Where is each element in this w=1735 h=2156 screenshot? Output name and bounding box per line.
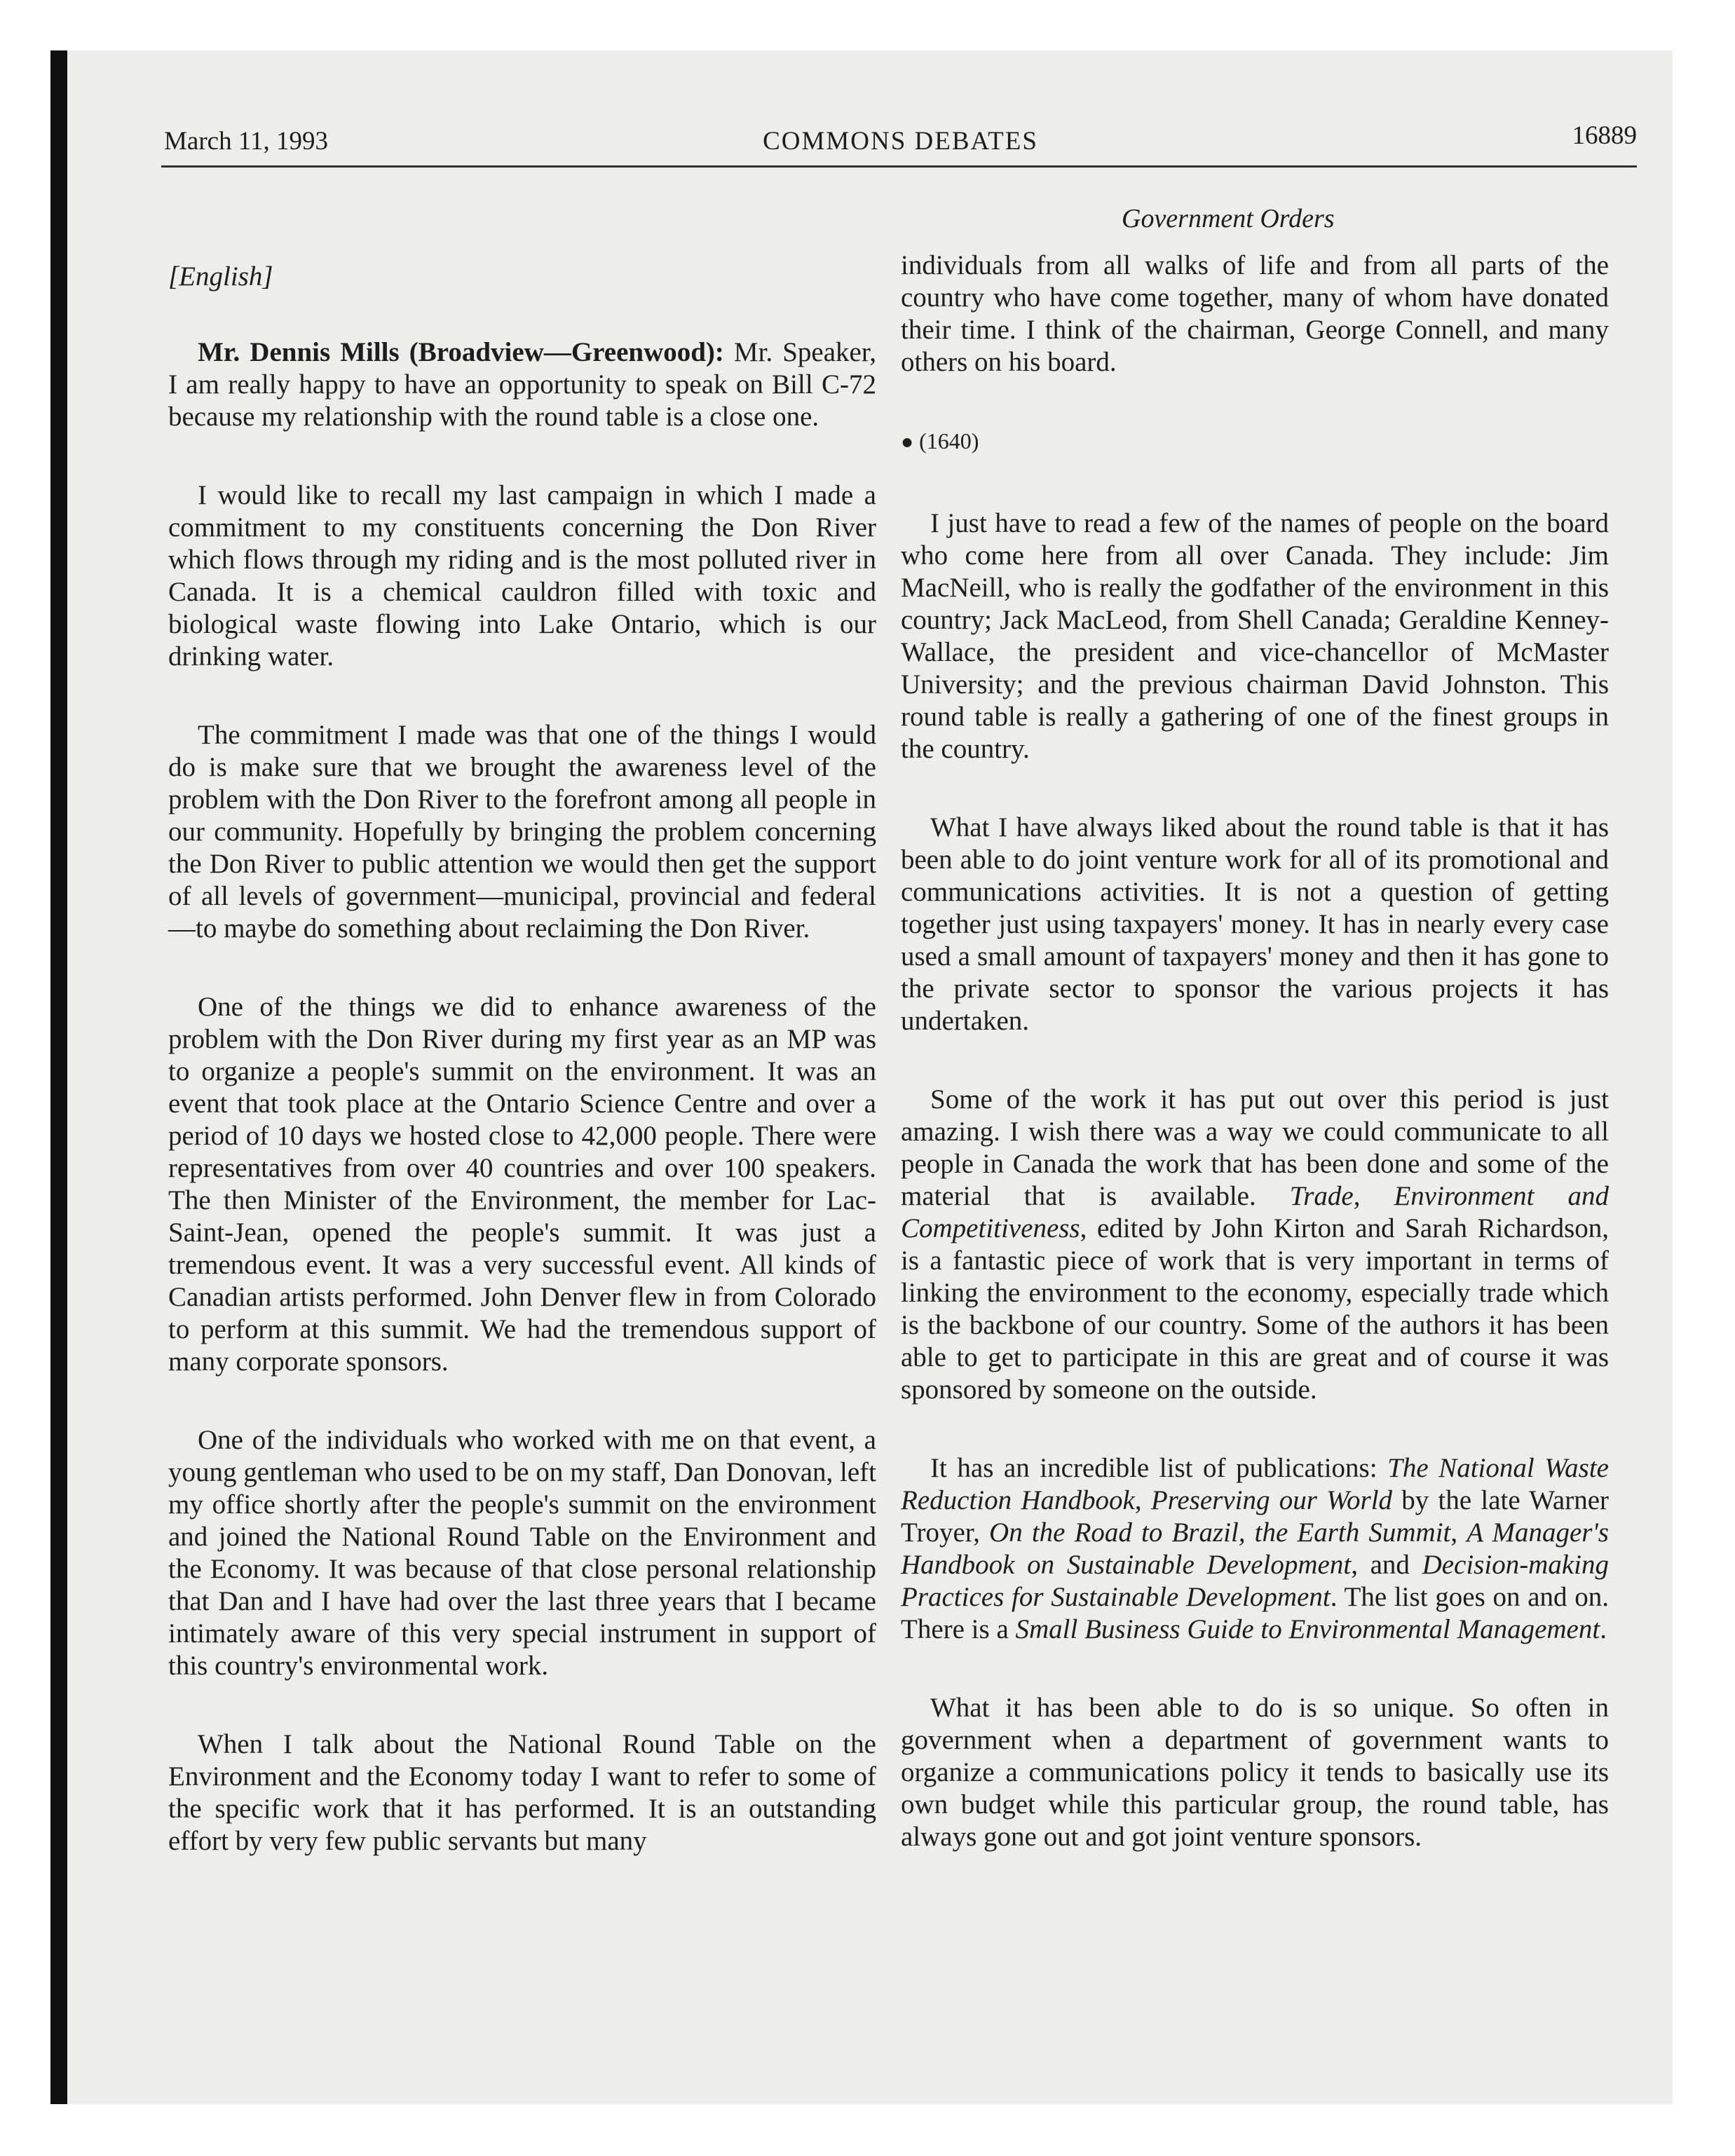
- header-page-number: 16889: [1572, 121, 1637, 150]
- left-column: [168, 261, 876, 1904]
- publication-title: The National Waste Reduction Handbook: [901, 1453, 1609, 1515]
- publication-title: On the Road to Brazil, the Earth Summit: [989, 1517, 1451, 1548]
- text-run: .: [1600, 1614, 1607, 1644]
- paragraph: One of the things we did to enhance awareness of the problem with the Don River during my first year as an MP was to organize a people's summit on the environment. It was an event that took place at the Ontario Science Centre and over a period of 10 days we hosted close to 42,000 people. There were representatives from over 40 countries and over 100 speakers. The then Minister of the Environment, the member for Lac-Saint-Jean, opened the people's summit. It was just a tremendous event. It was a very successful event. All kinds of Canadian artists performed. John Denver flew in from Colorado to perform at this summit. We had the tremendous support of many corporate sponsors.: [168, 992, 876, 1377]
- text-run: ,: [1134, 1485, 1151, 1515]
- speaker-name: Mr. Dennis Mills (Broadview—Greenwood):: [198, 337, 724, 367]
- paragraph: I just have to read a few of the names of people on the board who come here from all over Canada. They include: Jim MacNeill, who is really the godfather of the environment in this country; Jack MacLeod, from Shell Canada; Geraldine Kenney-Wallace, the president and vice-chancellor of McMaster University; and the previous chairman David Johnston. This round table is really a gathering of one of the finest groups in the country.: [901, 508, 1609, 764]
- publication-title: A Manager's Handbook on Sustainable Development: [901, 1517, 1609, 1580]
- paragraph-text: Mr. Speaker, I am really happy to have an opportunity to speak on Bill C-72 because my relationship with the round table is a close one.: [168, 337, 877, 432]
- right-column: [901, 250, 1609, 1899]
- paragraph: One of the individuals who worked with me on that event, a young gentleman who used to be on my staff, Dan Donovan, left my office shortly after the people's summit on the environment and joined the National Round Table on the Environment and the Economy. It was because of that close personal relationship that Dan and I have had over the last three years that I became intimately aware of this very special instrument in support of this country's environmental work.: [168, 1425, 876, 1681]
- paragraph: What I have always liked about the round table is that it has been able to do joint venture work for all of its promotional and communications activities. It is not a question of getting together just using taxpayers' money. It has in nearly every case used a small amount of taxpayers' money and then it has gone to the private sector to sponsor the various projects it has undertaken.: [901, 812, 1609, 1036]
- header-date: March 11, 1993: [164, 127, 328, 156]
- time-marker-text: (1640): [919, 428, 979, 453]
- paragraph: individuals from all walks of life and from all parts of the country who have come together, many of whom have donated their time. I think of the chairman, George Connell, and many others on his board.: [901, 250, 1609, 377]
- publication-title: Trade, Environment and Competitiveness: [901, 1181, 1609, 1243]
- time-marker: [901, 425, 1609, 458]
- paragraph: [901, 1452, 1609, 1646]
- text-run: It has an incredible list of publications:: [930, 1453, 1388, 1483]
- section-title: Government Orders: [1122, 204, 1335, 233]
- text-run: Some of the work it has put out over this period is just amazing. I wish there was a way we could communicate to all people in Canada the work that has been done and some of the material that is available.: [901, 1084, 1609, 1211]
- scan-edge: [50, 50, 67, 2104]
- publication-title: Decision-making Practices for Sustainable Development: [901, 1550, 1609, 1612]
- page-header: [164, 121, 1637, 168]
- publication-title: Small Business Guide to Environmental Management: [1015, 1614, 1600, 1644]
- publication-title: Preserving our World: [1150, 1485, 1393, 1515]
- header-journal-title: COMMONS DEBATES: [763, 127, 1038, 156]
- text-run: , edited by John Kirton and Sarah Richardson, is a fantastic piece of work that is very important in terms of linking the environment to the economy, especially trade which is the backbone of our country. Some of the authors it has been able to get to participate in this are great and of course it was sponsored by someone on the outside.: [901, 1213, 1609, 1405]
- text-run: . The list goes on and on. There is a: [901, 1582, 1609, 1644]
- paragraph: The commitment I made was that one of the things I would do is make sure that we brought the awareness level of the problem with the Don River to the forefront among all people in our community. Hopefully by bringing the problem concerning the Don River to public attention we would then get the support of all levels of government—municipal, provincial and federal—to maybe do something about reclaiming the Don River.: [168, 720, 876, 943]
- header-rule: [161, 165, 1637, 168]
- paragraph: What it has been able to do is so unique. So often in government when a department of government wants to organize a communications policy it tends to basically use its own budget while this particular group, the round table, has always gone out and got joint venture sponsors.: [901, 1693, 1609, 1852]
- text-run: , and: [1351, 1550, 1422, 1580]
- text-run: by the late Warner Troyer,: [901, 1485, 1610, 1548]
- text-run: ,: [1450, 1517, 1467, 1548]
- paragraph: [901, 1084, 1609, 1406]
- paragraph: When I talk about the National Round Table on the Environment and the Economy today I want to refer to some of the specific work that it has performed. It is an outstanding effort by very few public servants but many: [168, 1729, 876, 1856]
- bullet-icon: ●: [901, 430, 914, 453]
- language-tag: [English]: [168, 261, 273, 292]
- paragraph: [168, 336, 876, 433]
- paragraph: I would like to recall my last campaign in which I made a commitment to my constituents concerning the Don River which flows through my riding and is the most polluted river in Canada. It is a chemical cauldron filled with toxic and biological waste flowing into Lake Ontario, which is our drinking water.: [168, 480, 876, 671]
